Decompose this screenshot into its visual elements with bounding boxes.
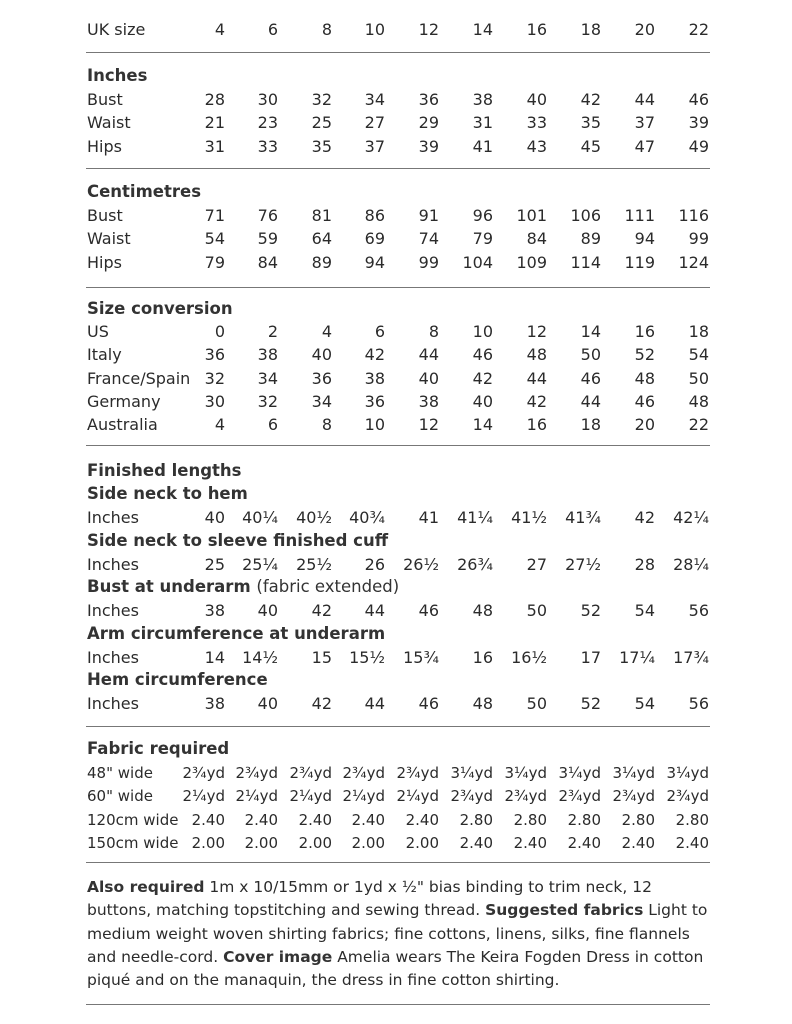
fabric-required-row-cell: 2¾yd xyxy=(558,787,601,806)
size-conversion-row xyxy=(0,343,792,367)
inches-waist-row-cell: 33 xyxy=(526,113,547,133)
finished-length-row-cell: 48 xyxy=(472,601,493,620)
size-conversion-row-cell: 36 xyxy=(204,345,225,365)
size-conversion-row-cell: 16 xyxy=(634,322,655,341)
size-conversion-row-cell: 4 xyxy=(214,415,225,435)
finished-lengths-section-title-text: Finished lengths xyxy=(87,461,242,480)
finished-length-row-cell: 38 xyxy=(204,601,225,620)
size-conversion-row-cell: 12 xyxy=(526,322,547,341)
centimetres-waist-row-cell: 64 xyxy=(311,229,332,249)
uk-size-header-row-cell: 16 xyxy=(526,20,547,39)
centimetres-hips-row-cell: 124 xyxy=(678,252,709,272)
finished-length-row-cell: 44 xyxy=(364,601,385,620)
fabric-required-row xyxy=(0,761,792,785)
size-conversion-row-cell: 44 xyxy=(580,391,601,411)
inches-hips-row-cell: 41 xyxy=(472,136,493,156)
divider-header xyxy=(86,52,710,53)
centimetres-bust-row-cell: 101 xyxy=(516,206,547,225)
inches-bust-row-cell: 30 xyxy=(257,90,278,109)
inches-bust-row-cell: 28 xyxy=(204,90,225,109)
size-conversion-row-cell: 42 xyxy=(472,368,493,388)
size-conversion-row-cell: 10 xyxy=(364,415,385,435)
finished-length-subtitle-text: Bust at underarm xyxy=(87,577,251,596)
size-conversion-row-cell: 10 xyxy=(472,322,493,341)
finished-length-row-cell: 46 xyxy=(418,601,439,620)
inches-hips-row-cell: 39 xyxy=(418,136,439,156)
fabric-required-row-cell: 2.40 xyxy=(351,810,385,829)
inches-section-title xyxy=(87,64,147,88)
inches-hips-row xyxy=(0,135,792,159)
inches-bust-row xyxy=(0,88,792,112)
fabric-required-row-cell: 2¾yd xyxy=(342,764,385,782)
finished-length-row-label: Inches xyxy=(87,601,139,620)
size-conversion-row-cell: 20 xyxy=(634,415,655,435)
size-conversion-row-cell: 40 xyxy=(311,345,332,365)
centimetres-bust-row xyxy=(0,204,792,228)
fabric-required-row-cell: 2.40 xyxy=(513,833,547,852)
size-conversion-row-cell: 38 xyxy=(418,391,439,411)
also-required-label: Also required xyxy=(87,878,205,896)
inches-section-title-text: Inches xyxy=(87,66,148,85)
size-conversion-row-cell: 46 xyxy=(472,345,493,365)
inches-hips-row-cell: 31 xyxy=(204,136,225,156)
finished-length-row-cell: 48 xyxy=(472,694,493,713)
finished-length-row-cell: 42¼ xyxy=(673,508,709,527)
suggested-fabrics-label: Suggested fabrics xyxy=(485,901,644,920)
finished-length-subtitle-text: Side neck to sleeve finished cuff xyxy=(87,530,389,550)
size-conversion-row-cell: 16 xyxy=(526,415,547,435)
inches-hips-row-cell: 49 xyxy=(688,136,709,156)
fabric-required-row-cell: 2¾yd xyxy=(666,787,709,806)
size-conversion-row-cell: 42 xyxy=(526,391,547,411)
divider-bottom xyxy=(86,1004,710,1005)
size-conversion-row-cell: 18 xyxy=(580,415,601,435)
centimetres-hips-row-cell: 109 xyxy=(516,252,547,272)
size-conversion-row-cell: 0 xyxy=(214,322,225,341)
finished-length-row-cell: 17 xyxy=(580,647,601,667)
fabric-required-row-cell: 2¾yd xyxy=(235,764,278,782)
finished-length-row-cell: 17¾ xyxy=(673,647,709,667)
finished-length-row xyxy=(0,692,792,716)
finished-length-row-cell: 17¼ xyxy=(619,647,655,667)
size-conversion-row-label: Italy xyxy=(87,345,122,365)
finished-length-row-cell: 54 xyxy=(634,601,655,620)
finished-length-row-cell: 25¼ xyxy=(242,554,278,574)
finished-length-row-cell: 28¼ xyxy=(673,554,709,574)
finished-length-row-cell: 26 xyxy=(364,554,385,574)
size-conversion-row-cell: 50 xyxy=(688,368,709,388)
fabric-required-row-cell: 3¼yd xyxy=(558,764,601,782)
divider-size-conversion xyxy=(86,445,710,446)
finished-length-row-cell: 40 xyxy=(204,508,225,527)
suggested-fabrics-text: Light to medium weight woven shirting fabrics; fine cottons, linens, silks, fine flannels and needle-cord. xyxy=(87,901,708,966)
size-conversion-row-cell: 46 xyxy=(580,368,601,388)
finished-length-row-cell: 56 xyxy=(688,601,709,620)
fabric-required-row xyxy=(0,808,792,832)
finished-length-row-cell: 27½ xyxy=(565,554,601,574)
uk-size-header-row-cell: 6 xyxy=(267,20,278,39)
centimetres-bust-row-cell: 81 xyxy=(311,206,332,225)
centimetres-bust-row-cell: 106 xyxy=(570,206,601,225)
centimetres-waist-row-cell: 69 xyxy=(364,229,385,249)
finished-length-row-label: Inches xyxy=(87,508,139,527)
finished-length-row-cell: 15 xyxy=(311,647,332,667)
inches-hips-row-label: Hips xyxy=(87,136,122,156)
size-conversion-row-cell: 44 xyxy=(526,368,547,388)
finished-length-row-cell: 26½ xyxy=(403,554,439,574)
size-conversion-row-cell: 34 xyxy=(311,391,332,411)
size-conversion-row-cell: 14 xyxy=(580,322,601,341)
centimetres-bust-row-cell: 96 xyxy=(472,206,493,225)
centimetres-waist-row-cell: 99 xyxy=(688,229,709,249)
centimetres-bust-row-cell: 91 xyxy=(418,206,439,225)
finished-length-row-cell: 25 xyxy=(204,554,225,574)
size-conversion-row-cell: 12 xyxy=(418,415,439,435)
finished-length-row-label: Inches xyxy=(87,694,139,713)
centimetres-bust-row-cell: 116 xyxy=(678,206,709,225)
finished-length-subtitle xyxy=(87,622,385,646)
uk-size-header-row-cell: 22 xyxy=(688,20,709,39)
inches-hips-row-cell: 47 xyxy=(634,136,655,156)
centimetres-bust-row-cell: 86 xyxy=(364,206,385,225)
fabric-required-row-label: 60" wide xyxy=(87,787,153,806)
inches-bust-row-label: Bust xyxy=(87,90,123,109)
finished-length-row-cell: 26¾ xyxy=(457,554,493,574)
finished-length-row-cell: 28 xyxy=(634,554,655,574)
finished-length-subtitle xyxy=(87,575,399,599)
size-conversion-row-cell: 32 xyxy=(204,368,225,388)
inches-waist-row-cell: 21 xyxy=(204,113,225,133)
fabric-required-row-cell: 2.40 xyxy=(405,810,439,829)
fabric-required-row-cell: 2.80 xyxy=(567,810,601,829)
inches-waist-row-cell: 39 xyxy=(688,113,709,133)
centimetres-hips-row-cell: 104 xyxy=(462,252,493,272)
fabric-required-row-cell: 2¼yd xyxy=(342,787,385,806)
uk-size-header-row-cell: 20 xyxy=(634,20,655,39)
divider-finished-lengths xyxy=(86,726,710,727)
centimetres-hips-row-cell: 94 xyxy=(364,252,385,272)
size-conversion-section-title-text: Size conversion xyxy=(87,299,233,318)
finished-length-row-cell: 44 xyxy=(364,694,385,713)
fabric-required-row-label: 48" wide xyxy=(87,764,153,782)
finished-length-subtitle-text: Side neck to hem xyxy=(87,484,248,503)
finished-length-row-cell: 41¾ xyxy=(565,508,601,527)
finished-length-row xyxy=(0,553,792,577)
finished-length-row-cell: 56 xyxy=(688,694,709,713)
finished-length-row-label: Inches xyxy=(87,554,139,574)
centimetres-waist-row-cell: 84 xyxy=(526,229,547,249)
finished-lengths-section-title xyxy=(87,459,242,483)
finished-length-row-cell: 25½ xyxy=(296,554,332,574)
finished-length-row-cell: 40¾ xyxy=(349,508,385,527)
size-conversion-row-cell: 48 xyxy=(688,391,709,411)
finished-length-row-cell: 40 xyxy=(257,694,278,713)
inches-bust-row-cell: 38 xyxy=(472,90,493,109)
finished-length-row-cell: 15½ xyxy=(349,647,385,667)
inches-bust-row-cell: 42 xyxy=(580,90,601,109)
size-conversion-row-cell: 40 xyxy=(472,391,493,411)
finished-length-row-cell: 52 xyxy=(580,601,601,620)
centimetres-hips-row-label: Hips xyxy=(87,252,122,272)
finished-length-row-cell: 52 xyxy=(580,694,601,713)
finished-length-subtitle-note: (fabric extended) xyxy=(256,577,400,596)
finished-length-row-cell: 42 xyxy=(311,601,332,620)
fabric-required-section-title xyxy=(87,737,229,761)
fabric-required-row-cell: 2¼yd xyxy=(396,787,439,806)
inches-waist-row-cell: 25 xyxy=(311,113,332,133)
centimetres-bust-row-cell: 71 xyxy=(204,206,225,225)
finished-length-row-cell: 38 xyxy=(204,694,225,713)
fabric-required-row xyxy=(0,784,792,808)
size-conversion-row-cell: 44 xyxy=(418,345,439,365)
centimetres-waist-row-cell: 74 xyxy=(418,229,439,249)
finished-length-row-cell: 40¼ xyxy=(242,508,278,527)
fabric-required-row-cell: 2.40 xyxy=(459,833,493,852)
divider-inches xyxy=(86,168,710,169)
inches-bust-row-cell: 32 xyxy=(311,90,332,109)
size-conversion-row-cell: 8 xyxy=(428,322,439,341)
size-conversion-row-cell: 30 xyxy=(204,391,225,411)
centimetres-waist-row xyxy=(0,227,792,251)
centimetres-hips-row-cell: 99 xyxy=(418,252,439,272)
inches-waist-row xyxy=(0,111,792,135)
fabric-required-row-cell: 2.80 xyxy=(459,810,493,829)
inches-waist-row-cell: 35 xyxy=(580,113,601,133)
centimetres-hips-row-cell: 119 xyxy=(624,252,655,272)
size-conversion-row-cell: 34 xyxy=(257,368,278,388)
fabric-required-row-cell: 2¾yd xyxy=(396,764,439,782)
size-conversion-row-cell: 6 xyxy=(374,322,385,341)
inches-bust-row-cell: 34 xyxy=(364,90,385,109)
size-conversion-row-cell: 4 xyxy=(321,322,332,341)
fabric-required-row-cell: 2.80 xyxy=(621,810,655,829)
fabric-required-row-cell: 3¼yd xyxy=(612,764,655,782)
centimetres-waist-row-cell: 79 xyxy=(472,229,493,249)
size-conversion-row-cell: 8 xyxy=(321,415,332,435)
size-conversion-row-cell: 18 xyxy=(688,322,709,341)
size-conversion-row-cell: 32 xyxy=(257,391,278,411)
size-conversion-row-cell: 54 xyxy=(688,345,709,365)
inches-waist-row-cell: 27 xyxy=(364,113,385,133)
finished-length-subtitle xyxy=(87,482,248,506)
inches-waist-row-cell: 29 xyxy=(418,113,439,133)
centimetres-hips-row xyxy=(0,251,792,275)
centimetres-section-title-text: Centimetres xyxy=(87,182,202,201)
size-conversion-row-cell: 42 xyxy=(364,345,385,365)
finished-length-row-cell: 40½ xyxy=(296,508,332,527)
fabric-required-row-cell: 2¾yd xyxy=(450,787,493,806)
centimetres-hips-row-cell: 89 xyxy=(311,252,332,272)
size-conversion-row xyxy=(0,367,792,391)
size-conversion-row-cell: 22 xyxy=(688,415,709,435)
centimetres-waist-row-cell: 54 xyxy=(204,229,225,249)
fabric-required-row-cell: 3¼yd xyxy=(666,764,709,782)
fabric-required-row-cell: 2¾yd xyxy=(289,764,332,782)
finished-length-subtitle xyxy=(87,668,268,692)
inches-waist-row-cell: 37 xyxy=(634,113,655,133)
finished-length-row-cell: 27 xyxy=(526,554,547,574)
centimetres-waist-row-cell: 94 xyxy=(634,229,655,249)
centimetres-hips-row-cell: 114 xyxy=(570,252,601,272)
fabric-required-row-cell: 2.40 xyxy=(567,833,601,852)
fabric-required-row-cell: 3¼yd xyxy=(450,764,493,782)
divider-fabric xyxy=(86,862,710,863)
uk-size-header-row xyxy=(0,18,792,42)
size-conversion-row-cell: 50 xyxy=(580,345,601,365)
fabric-required-row-cell: 2¼yd xyxy=(182,787,225,806)
divider-centimetres xyxy=(86,287,710,288)
size-conversion-row xyxy=(0,320,792,344)
finished-length-subtitle-text: Hem circumference xyxy=(87,670,268,689)
finished-length-row-cell: 50 xyxy=(526,694,547,713)
fabric-required-section-title-text: Fabric required xyxy=(87,739,230,758)
fabric-required-row-cell: 2.40 xyxy=(244,810,278,829)
size-conversion-row-cell: 6 xyxy=(267,415,278,435)
fabric-required-row-cell: 2.80 xyxy=(513,810,547,829)
centimetres-bust-row-cell: 111 xyxy=(624,206,655,225)
fabric-required-row-cell: 2.40 xyxy=(675,833,709,852)
size-conversion-section-title xyxy=(87,297,233,321)
finished-length-row xyxy=(0,599,792,623)
centimetres-bust-row-cell: 76 xyxy=(257,206,278,225)
fabric-required-row-cell: 3¼yd xyxy=(504,764,547,782)
fabric-required-row-cell: 2.00 xyxy=(351,833,385,852)
centimetres-hips-row-cell: 79 xyxy=(204,252,225,272)
fabric-required-row-cell: 2¼yd xyxy=(289,787,332,806)
fabric-required-row-cell: 2.40 xyxy=(191,810,225,829)
inches-waist-row-cell: 31 xyxy=(472,113,493,133)
finished-length-row-cell: 40 xyxy=(257,601,278,620)
finished-length-row-label: Inches xyxy=(87,647,139,667)
inches-bust-row-cell: 44 xyxy=(634,90,655,109)
size-conversion-row xyxy=(0,413,792,437)
uk-size-header-row-cell: 14 xyxy=(472,20,493,39)
fabric-required-row-cell: 2¼yd xyxy=(235,787,278,806)
size-conversion-row-label: Germany xyxy=(87,391,161,411)
size-conversion-row-label: Australia xyxy=(87,415,158,435)
size-conversion-row-cell: 52 xyxy=(634,345,655,365)
inches-hips-row-cell: 33 xyxy=(257,136,278,156)
size-conversion-row-cell: 36 xyxy=(311,368,332,388)
centimetres-waist-row-cell: 89 xyxy=(580,229,601,249)
size-conversion-row-cell: 14 xyxy=(472,415,493,435)
finished-length-subtitle xyxy=(87,529,388,553)
size-conversion-row-cell: 40 xyxy=(418,368,439,388)
finished-length-row-cell: 42 xyxy=(634,508,655,527)
size-conversion-row-cell: 38 xyxy=(257,345,278,365)
finished-length-row-cell: 50 xyxy=(526,601,547,620)
centimetres-waist-row-label: Waist xyxy=(87,229,131,249)
size-conversion-row-cell: 48 xyxy=(634,368,655,388)
uk-size-header-row-cell: 18 xyxy=(580,20,601,39)
centimetres-bust-row-label: Bust xyxy=(87,206,123,225)
inches-waist-row-cell: 23 xyxy=(257,113,278,133)
uk-size-header-row-label: UK size xyxy=(87,20,146,39)
fabric-required-row-cell: 2.40 xyxy=(621,833,655,852)
size-conversion-row-cell: 46 xyxy=(634,391,655,411)
inches-bust-row-cell: 36 xyxy=(418,90,439,109)
centimetres-section-title xyxy=(87,180,201,204)
finished-length-row-cell: 42 xyxy=(311,694,332,713)
finished-length-row-cell: 41½ xyxy=(511,508,547,527)
finished-length-row-cell: 54 xyxy=(634,694,655,713)
size-conversion-row-label: France/Spain xyxy=(87,368,191,388)
finished-length-row-cell: 16½ xyxy=(511,647,547,667)
cover-image-label: Cover image xyxy=(223,947,333,966)
finished-length-row-cell: 14½ xyxy=(242,647,278,667)
uk-size-header-row-cell: 8 xyxy=(321,20,332,39)
uk-size-header-row-cell: 4 xyxy=(214,20,225,39)
uk-size-header-row-cell: 12 xyxy=(418,20,439,39)
fabric-required-row-cell: 2¾yd xyxy=(182,764,225,782)
fabric-required-row-cell: 2.00 xyxy=(191,833,225,852)
fabric-required-row-cell: 2.40 xyxy=(298,810,332,829)
finished-length-row-cell: 15¾ xyxy=(403,647,439,667)
size-conversion-row-label: US xyxy=(87,322,109,341)
finished-length-row-cell: 46 xyxy=(418,694,439,713)
also-required-text: 1m x 10/15mm or 1yd x ½" bias binding to trim neck, 12 buttons, matching topstitching and sewing thread. xyxy=(87,878,652,920)
fabric-required-row-label: 150cm wide xyxy=(87,833,179,852)
inches-bust-row-cell: 46 xyxy=(688,90,709,109)
size-conversion-row-cell: 38 xyxy=(364,368,385,388)
finished-length-row-cell: 14 xyxy=(204,647,225,667)
fabric-required-row-cell: 2.00 xyxy=(298,833,332,852)
fabric-required-row xyxy=(0,831,792,855)
notes-paragraph xyxy=(87,876,719,992)
size-conversion-row-cell: 48 xyxy=(526,345,547,365)
size-conversion-row-cell: 36 xyxy=(364,391,385,411)
centimetres-waist-row-cell: 59 xyxy=(257,229,278,249)
fabric-required-row-cell: 2.00 xyxy=(405,833,439,852)
fabric-required-row-label: 120cm wide xyxy=(87,810,179,829)
inches-hips-row-cell: 43 xyxy=(526,136,547,156)
uk-size-header-row-cell: 10 xyxy=(364,20,385,39)
cover-image-text: Amelia wears The Keira Fogden Dress in cotton piqué and on the manaquin, the dress in fine cotton shirting. xyxy=(87,947,704,990)
inches-waist-row-label: Waist xyxy=(87,113,131,133)
finished-length-subtitle-text: Arm circumference at underarm xyxy=(87,623,386,643)
finished-length-row-cell: 41¼ xyxy=(457,508,493,527)
finished-length-row xyxy=(0,646,792,670)
fabric-required-row-cell: 2¾yd xyxy=(504,787,547,806)
inches-bust-row-cell: 40 xyxy=(526,90,547,109)
inches-hips-row-cell: 35 xyxy=(311,136,332,156)
centimetres-hips-row-cell: 84 xyxy=(257,252,278,272)
finished-length-row xyxy=(0,506,792,530)
size-conversion-row xyxy=(0,390,792,414)
fabric-required-row-cell: 2.80 xyxy=(675,810,709,829)
inches-hips-row-cell: 45 xyxy=(580,136,601,156)
size-conversion-row-cell: 2 xyxy=(267,322,278,341)
fabric-required-row-cell: 2.00 xyxy=(244,833,278,852)
fabric-required-row-cell: 2¾yd xyxy=(612,787,655,806)
finished-length-row-cell: 16 xyxy=(472,647,493,667)
inches-hips-row-cell: 37 xyxy=(364,136,385,156)
finished-length-row-cell: 41 xyxy=(418,508,439,527)
